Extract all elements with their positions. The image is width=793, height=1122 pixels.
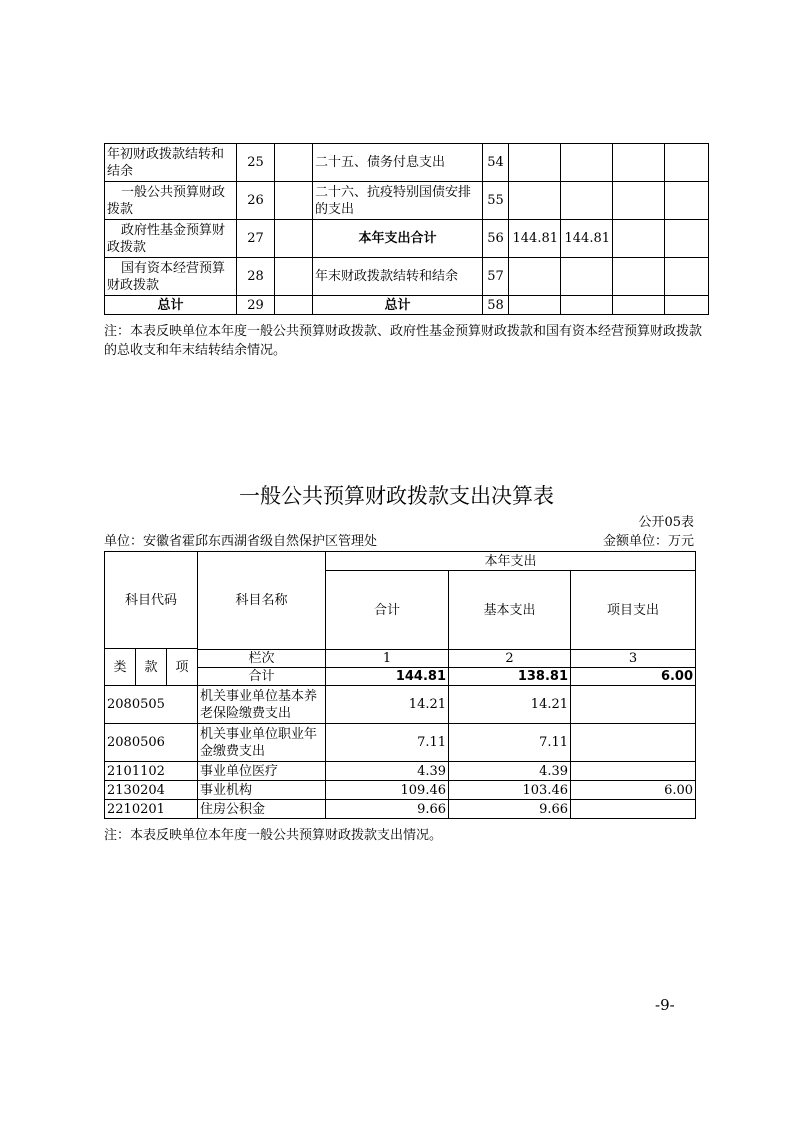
subject-code: 2130204	[105, 781, 198, 800]
project-amount	[571, 800, 696, 819]
amount	[275, 296, 313, 315]
table-row	[105, 781, 696, 800]
table-row	[105, 800, 696, 819]
top-table	[104, 143, 709, 315]
kuan-header: 款	[136, 649, 167, 686]
top-row-2	[105, 182, 709, 220]
lei-header: 类	[105, 649, 136, 686]
basic-amount: 103.46	[449, 781, 571, 800]
header-row-1	[105, 552, 696, 571]
table-row	[105, 762, 696, 781]
table-row	[105, 686, 696, 724]
basic-amount: 9.66	[449, 800, 571, 819]
amount: 144.81	[561, 220, 613, 258]
subject-code: 2210201	[105, 800, 198, 819]
amount	[275, 258, 313, 296]
amount	[665, 182, 709, 220]
top-table-note: 注：本表反映单位本年度一般公共预算财政拨款、政府性基金预算财政拨款和国有资本经营预算财政拨款的总收支和年末结转结余情况。	[104, 324, 703, 358]
total-label: 总计	[105, 296, 237, 315]
col-index-2: 2	[449, 650, 571, 668]
total-amount: 7.11	[326, 724, 449, 762]
amount	[561, 296, 613, 315]
subject-code: 2101102	[105, 762, 198, 781]
total-row-label: 合计	[198, 668, 326, 686]
item-label: 本年支出合计	[313, 220, 483, 258]
line-no: 56	[483, 220, 509, 258]
amount	[613, 220, 665, 258]
top-row-1	[105, 144, 709, 182]
project-amount	[571, 762, 696, 781]
subject-name-header: 科目名称	[198, 552, 326, 650]
current-expense-header: 本年支出	[326, 552, 696, 571]
project-amount	[571, 724, 696, 762]
line-no: 54	[483, 144, 509, 182]
amount	[275, 220, 313, 258]
amount	[665, 258, 709, 296]
amount	[665, 144, 709, 182]
amount	[509, 296, 561, 315]
total-header: 合计	[326, 571, 449, 650]
item-label: 二十五、债务付息支出	[313, 144, 483, 182]
page-number: -9-	[655, 996, 675, 1014]
subject-code: 2080506	[105, 724, 198, 762]
line-no: 57	[483, 258, 509, 296]
amount: 144.81	[509, 220, 561, 258]
line-no: 26	[237, 182, 275, 220]
basic-amount: 4.39	[449, 762, 571, 781]
total-amount: 4.39	[326, 762, 449, 781]
total-label: 总计	[313, 296, 483, 315]
line-no: 55	[483, 182, 509, 220]
subject-name: 事业机构	[198, 781, 326, 800]
col-index-3: 3	[571, 650, 696, 668]
subject-name: 事业单位医疗	[198, 762, 326, 781]
amount	[561, 258, 613, 296]
amount-unit: 金额单位：万元	[602, 534, 694, 549]
line-no: 29	[237, 296, 275, 315]
item-label: 二十六、抗疫特别国债安排的支出	[313, 182, 483, 220]
report-title: 一般公共预算财政拨款支出决算表	[239, 484, 554, 508]
subject-code: 2080505	[105, 686, 198, 724]
total-amount: 144.81	[326, 668, 449, 686]
total-amount: 14.21	[326, 686, 449, 724]
line-no: 58	[483, 296, 509, 315]
line-no: 28	[237, 258, 275, 296]
subject-code-header: 科目代码	[105, 552, 198, 649]
lanci-label: 栏次	[198, 650, 326, 668]
project-amount: 6.00	[571, 781, 696, 800]
total-amount: 109.46	[326, 781, 449, 800]
expense-table	[104, 551, 696, 819]
basic-header: 基本支出	[449, 571, 571, 650]
item-label: 一般公共预算财政拨款	[105, 182, 237, 220]
amount	[613, 182, 665, 220]
amount	[613, 144, 665, 182]
project-header: 项目支出	[571, 571, 696, 650]
subject-name: 机关事业单位职业年金缴费支出	[198, 724, 326, 762]
amount	[509, 258, 561, 296]
line-no: 27	[237, 220, 275, 258]
amount	[613, 258, 665, 296]
amount	[665, 220, 709, 258]
basic-amount: 7.11	[449, 724, 571, 762]
report-unit: 单位：安徽省霍邱东西湖省级自然保护区管理处	[104, 534, 378, 549]
basic-amount: 14.21	[449, 686, 571, 724]
subject-name: 住房公积金	[198, 800, 326, 819]
top-total-row	[105, 296, 709, 315]
amount	[509, 144, 561, 182]
amount	[561, 182, 613, 220]
project-amount	[571, 686, 696, 724]
total-amount: 9.66	[326, 800, 449, 819]
project-amount: 6.00	[571, 668, 696, 686]
item-label: 国有资本经营预算财政拨款	[105, 258, 237, 296]
item-label: 政府性基金预算财政拨款	[105, 220, 237, 258]
amount	[613, 296, 665, 315]
subject-name: 机关事业单位基本养老保险缴费支出	[198, 686, 326, 724]
line-no: 25	[237, 144, 275, 182]
amount	[275, 182, 313, 220]
report-code: 公开05表	[638, 515, 694, 530]
xiang-header: 项	[167, 649, 198, 686]
top-row-3	[105, 220, 709, 258]
amount	[275, 144, 313, 182]
top-row-4	[105, 258, 709, 296]
amount	[509, 182, 561, 220]
basic-amount: 138.81	[449, 668, 571, 686]
col-index-1: 1	[326, 650, 449, 668]
table-row	[105, 724, 696, 762]
amount	[665, 296, 709, 315]
amount	[561, 144, 613, 182]
expense-table-note: 注：本表反映单位本年度一般公共预算财政拨款支出情况。	[104, 828, 443, 843]
item-label: 年初财政拨款结转和结余	[105, 144, 237, 182]
item-label: 年末财政拨款结转和结余	[313, 258, 483, 296]
